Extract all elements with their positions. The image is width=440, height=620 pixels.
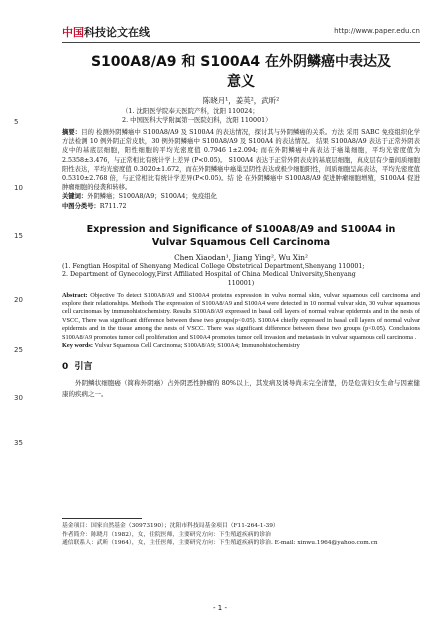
section-heading-introduction: 0 引言 — [62, 362, 93, 373]
footnote-correspondence: 通信联系人：武昕（1964），女，主任医师，主要研究方向：下生殖道疾病的诊治. E-mail: xinwu.1964@yahoo.com.cn — [62, 540, 378, 547]
line-number: 15 — [14, 232, 23, 240]
classification-number: 中图分类号：R711.72 — [62, 202, 127, 210]
abstract-label: Abstract: — [62, 291, 88, 299]
english-abstract: Abstract: Objective To detect S100A8/A9 and S100A4 proteins expression in vulva normal skin, vulvar squamous cell carcinoma and explore their relationships. Methods The expression of S100A8/A9 and S100A4 were detected in 10 normal vulvar skin, 30 vulvar squamous cell carcinomas by immunohistochemistry. Results S100A8/A9 expressed in basal cell layers of normal vulvar epidermis and in the nests of VSCC, There was significant difference between these two groups(p<0.05). S100A4 chiefly expressed in basal cell layers of normal vulvar epidermis and in the tissue among the nests of VSCC. There was significant difference between these two groups (p<0.05). Conclusions S100A8/A9 promotes tumor cell proliferation and S100A4 promotes tumor cell invasion and metastasis in vulvar squamous cell carcinoma . — [62, 291, 420, 341]
journal-logo: 中国科技论文在线 — [62, 26, 150, 39]
line-number: 30 — [14, 394, 23, 402]
footnote-funding: 基金项目：国家自然基金（30973190）；沈阳市科技局基金项目（F11-264-1-39） — [62, 523, 279, 529]
page-number: - 1 - — [213, 604, 227, 612]
chinese-title: S100A8/A9 和 S100A4 在外阴鳞癌中表达及 意义 — [90, 54, 392, 90]
line-number: 35 — [14, 439, 23, 447]
chinese-abstract: 摘要：目的 检测外阴鳞癌中 S100A8/A9 及 S100A4 的表达情况，探讨其与外阴鳞癌的关系。方法 采用 SABC 免疫组织化学方法检测 10 例外阴正常皮肤，30 例外阴鳞癌中 S100A8/A9 及 S100A4 的表达情况。 结果 S100A8/A9 表达于正常外阴表皮中的基底层细胞，阳性细胞的平均光密度值 0.7946 1±2.094; 而在外阴鳞癌中高表达于癌巢细胞，平均光密度值为 2.5358±3.476，与正常相比有统计学上差异 (P<0.05)。 S100A4 表达于正常外阴表皮的基底层细胞，真皮层有少量间质细胞阳性表达，平均光密度值 0.3020±1.672，而在外阴鳞癌中癌巢呈阴性表达或极少细胞阳性，间质细胞呈高表达，平均光密度值 0.5310±2.768 倍，与正常相比有统计学差异(P<0.05)。结 论 在外阴鳞癌中 S100A8/A9 促进肿瘤细胞增殖，S100A4 促进肿瘤细胞的侵袭和转移。 — [62, 129, 420, 192]
line-number: 5 — [14, 118, 19, 126]
english-title: Expression and Significance of S100A8/A9 and S100A4 in Vulvar Squamous Cell Carcinoma — [86, 223, 396, 248]
line-number: 10 — [14, 184, 23, 192]
chinese-affiliations: （1. 沈阳医学院奉天医院产科，沈阳 110024； 2. 中国医科大学附属第一医院妇科，沈阳 110001） — [122, 107, 272, 124]
english-authors: Chen Xiaodan¹, Jiang Ying², Wu Xin² — [174, 252, 308, 262]
introduction-paragraph: 外阴鳞状细胞癌（简称外阴癌）占外阴恶性肿瘤的 80%以上，其发病及诱导尚未完全清楚，仍是危害妇女生命与因素健康的疾病之一。 — [62, 379, 420, 399]
line-numbers — [0, 0, 30, 620]
chinese-keywords: 关键词：外阴鳞癌；S100A8/A9；S100A4；免疫组化 — [62, 193, 217, 201]
footnote-author: 作者简介：陈晓月（1982），女，住院医师，主要研究方向：下生殖道疾病的诊治 — [62, 531, 271, 538]
line-number: 20 — [14, 296, 23, 304]
english-keywords: Key words: Vulvar Squamous Cell Carcinoma; S100A8/A9; S100A4; Immunohistochemistry — [62, 342, 300, 350]
paper-body — [62, 52, 420, 400]
english-affiliations: (1. Fengtian Hospital of Shenyang Medical College Obstetrical Department,Shenyang 110001; 2. Department of Gynecology,First Affiliated Hospital of China Medical University,Shenyang 110001) — [62, 262, 365, 288]
chinese-authors: 陈晓月¹，姜英²，武昕² — [202, 96, 280, 105]
footnotes — [62, 522, 420, 548]
abstract-label: 摘要： — [62, 129, 82, 136]
site-url[interactable]: http://www.paper.edu.cn — [334, 27, 420, 35]
footnote-divider — [62, 518, 142, 519]
page-header — [62, 24, 420, 44]
line-number: 25 — [14, 346, 23, 354]
header-divider — [62, 42, 420, 43]
